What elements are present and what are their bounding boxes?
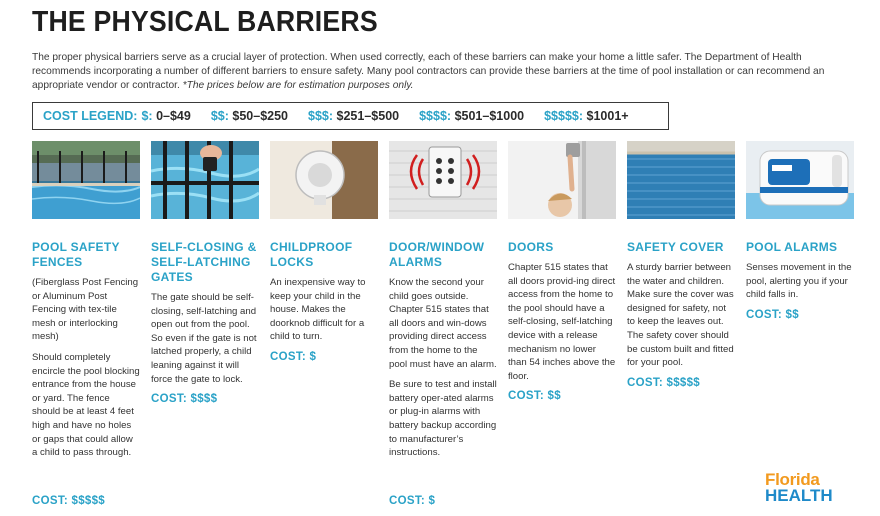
barrier-doors bbox=[508, 141, 616, 402]
barrier-cost: COST: $$$$$ bbox=[627, 376, 700, 389]
barrier-cost: COST: $ bbox=[389, 495, 436, 507]
barrier-heading: SAFETY COVER bbox=[627, 240, 724, 254]
barrier-heading: DOORS bbox=[508, 240, 554, 254]
barrier-description: An inexpensive way to keep your child in the house. Makes the doorknob difficult for a child to turn. bbox=[270, 277, 366, 343]
barrier-cost: COST: $$ bbox=[508, 390, 561, 403]
door-latch-photo bbox=[508, 141, 616, 219]
barrier-description: Senses movement in the pool, alerting you if your child falls in. bbox=[746, 262, 852, 301]
barrier-heading: POOL SAFETY FENCES bbox=[32, 240, 120, 269]
barrier-pool-alarms bbox=[746, 141, 854, 321]
barrier-safety-cover bbox=[627, 141, 735, 389]
intro-text: The proper physical barriers serve as a crucial layer of protection. When used correctly, each of these barriers can make your home a little safer. The Department of Health recommends incorporating a number of different barriers to ensure safety. Many pool contractors can provide these barriers at the time of pool installation or can recommend an appropriate vendor or contractor. bbox=[32, 52, 825, 91]
legend-item: $$$: $251–$500 bbox=[308, 109, 400, 123]
barrier-description: Know the second your child goes outside. Chapter 515 states that all doors and win-dows providing direct access from the home to the pool must have an alarm. Be sure to test and install battery oper-ated alarms or plug-in alarms with battery backup according to manufacturer’s instructions. bbox=[389, 277, 497, 459]
door-alarm-photo bbox=[389, 141, 497, 219]
barrier-self-closing-gates bbox=[151, 141, 259, 405]
page-title: THE PHYSICAL BARRIERS bbox=[32, 6, 378, 38]
barrier-cost: COST: $$ bbox=[746, 308, 799, 321]
barrier-pool-safety-fences bbox=[32, 141, 140, 467]
florida-health-logo: Florida HEALTH bbox=[765, 470, 833, 505]
barrier-heading: SELF-CLOSING & SELF-LATCHING GATES bbox=[151, 240, 257, 284]
legend-item: $: 0–$49 bbox=[141, 109, 191, 123]
barrier-description: (Fiberglass Post Fencing or Aluminum Post Fencing with tex-tile mesh or interlocking mesh) Should completely encircle the pool blocking entrance from the house or yard. The fence should be at least 4 feet high and have no holes or gaps that could allow a child to pass through. bbox=[32, 277, 140, 459]
legend-item: $$$$: $501–$1000 bbox=[419, 109, 525, 123]
barrier-heading: POOL ALARMS bbox=[746, 240, 838, 254]
doorknob-cover-photo bbox=[270, 141, 378, 219]
barrier-cost: COST: $$$$$ bbox=[32, 495, 105, 507]
barrier-heading: DOOR/WINDOW ALARMS bbox=[389, 240, 485, 269]
pool-cover-photo bbox=[627, 141, 735, 219]
barrier-description: The gate should be self-closing, self-latching and open out from the pool. So even if the gate is not latched properly, a child leaning against it will force the gate to lock. bbox=[151, 292, 257, 385]
barrier-heading: CHILDPROOF LOCKS bbox=[270, 240, 353, 269]
pool-fence-photo bbox=[32, 141, 140, 219]
legend-item: $$$$$: $1001+ bbox=[544, 109, 629, 123]
barrier-door-window-alarms bbox=[389, 141, 497, 467]
barrier-cost: COST: $$$$ bbox=[151, 393, 218, 406]
legend-title: COST LEGEND: bbox=[43, 109, 138, 123]
barrier-description: A sturdy barrier between the water and children. Make sure the cover was designed for safety, not to keep the leaves out. The safety cover should be custom built and fitted for your pool. bbox=[627, 262, 734, 369]
intro-paragraph bbox=[32, 51, 862, 92]
barrier-childproof-locks bbox=[270, 141, 378, 363]
legend-item: $$: $50–$250 bbox=[210, 109, 289, 123]
gate-latch-photo bbox=[151, 141, 259, 219]
pool-alarm-photo bbox=[746, 141, 854, 219]
intro-note: *The prices below are for estimation purposes only. bbox=[182, 79, 414, 91]
cost-legend bbox=[32, 102, 669, 130]
barrier-cost: COST: $ bbox=[270, 350, 317, 363]
barrier-description: Chapter 515 states that all doors provid-ing direct access from the home to the pool should have a self-closing, self-latching device with a release mechanism no lower than 54 inches above the floor. bbox=[508, 262, 616, 382]
